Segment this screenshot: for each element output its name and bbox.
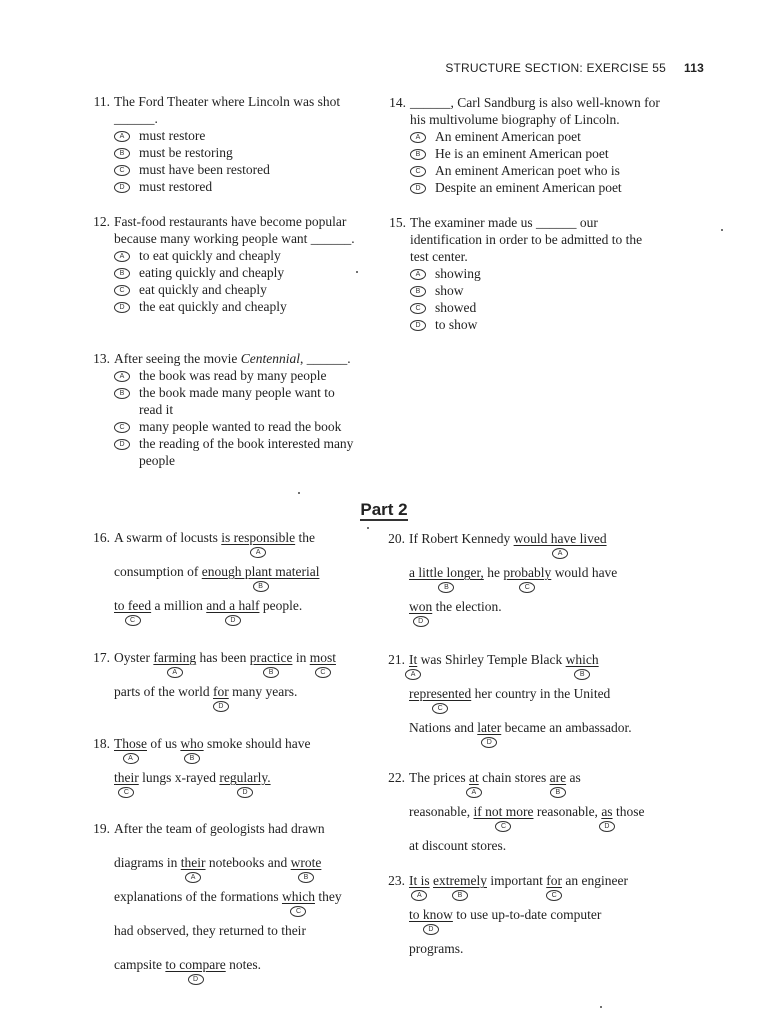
question-21: 21. It A was Shirley Temple Black which B represented C her country in the United Nations and later D became an ambassador. [381, 651, 681, 753]
question-13: 13. After seeing the movie Centennial, ______. A the book was read by many people B the book made many people want to read it C many people wanted to read the book D the reading of the book interested many people [86, 350, 361, 469]
answer-bubble-b[interactable]: B [263, 667, 279, 678]
answer-bubble-c[interactable]: C [114, 165, 130, 176]
answer-bubble-b[interactable]: B [550, 787, 566, 798]
underlined-segment-b: practice B [249, 650, 293, 676]
answer-bubble-a[interactable]: A [114, 251, 130, 262]
option-b[interactable]: B must be restoring [114, 144, 376, 161]
option-a[interactable]: A showing [410, 265, 662, 282]
scan-speck [367, 527, 369, 529]
answer-bubble-a[interactable]: A [411, 890, 427, 901]
question-stem: Fast-food restaurants have become popular because many working people want ______. [114, 214, 355, 246]
underlined-segment-b: who B [180, 736, 204, 762]
answer-bubble-c[interactable]: C [410, 166, 426, 177]
scan-speck [356, 271, 358, 273]
answer-bubble-a[interactable]: A [250, 547, 266, 558]
option-d[interactable]: D Despite an eminent American poet [410, 179, 662, 196]
option-a[interactable]: A An eminent American poet [410, 128, 662, 145]
underlined-segment-c: which C [281, 889, 315, 915]
underlined-segment-b: a little longer, B [409, 565, 484, 591]
answer-bubble-c[interactable]: C [410, 303, 426, 314]
answer-bubble-d[interactable]: D [423, 924, 439, 935]
question-12: 12. Fast-food restaurants have become popular because many working people want ______. A to eat quickly and cheaply B eating quickly and cheaply C eat quickly and cheaply D the eat quickly and cheaply [93, 214, 355, 314]
option-d[interactable]: D the reading of the book interested many people [114, 435, 361, 469]
question-18: 18. Those A of us who B smoke should have their C lungs x-rayed regularly. D [86, 735, 386, 803]
page-number: 113 [684, 61, 704, 75]
answer-bubble-c[interactable]: C [125, 615, 141, 626]
answer-bubble-b[interactable]: B [114, 148, 130, 159]
question-stem: ______, Carl Sandburg is also well-known for his multivolume biography of Lincoln. [410, 95, 660, 127]
answer-bubble-a[interactable]: A [114, 131, 130, 142]
answer-bubble-c[interactable]: C [495, 821, 511, 832]
option-c[interactable]: C eat quickly and cheaply [114, 281, 356, 298]
option-c[interactable]: C showed [410, 299, 662, 316]
answer-bubble-a[interactable]: A [185, 872, 201, 883]
underlined-segment-b: enough plant material B [201, 564, 320, 590]
underlined-segment-c: represented C [409, 686, 472, 712]
question-17: 17. Oyster farming A has been practice B in most C parts of the world for D many years. [86, 649, 386, 717]
answer-bubble-c[interactable]: C [519, 582, 535, 593]
answer-bubble-c[interactable]: C [114, 422, 130, 433]
scan-speck [298, 492, 300, 494]
answer-bubble-c[interactable]: C [546, 890, 562, 901]
underlined-segment-c: for C [546, 873, 562, 899]
question-14: 14. ______, Carl Sandburg is also well-known for his multivolume biography of Lincoln. A An eminent American poet B He is an eminent American poet C An eminent American poet who is D Despite an eminent American poet [382, 94, 662, 196]
question-11: 11. The Ford Theater where Lincoln was shot ______. A must restore B must be restoring C must have been restored D must restored [86, 93, 376, 195]
answer-bubble-a[interactable]: A [123, 753, 139, 764]
question-22: 22. The prices at A chain stores are B as reasonable, if not more C reasonable, as D those at discount stores. [388, 770, 645, 853]
answer-bubble-a[interactable]: A [410, 269, 426, 280]
underlined-segment-d: for D [212, 684, 229, 710]
answer-bubble-d[interactable]: D [188, 974, 204, 985]
part-heading: Part 2 [360, 500, 408, 519]
answer-bubble-a[interactable]: A [552, 548, 568, 559]
underlined-segment-b: are B [549, 770, 567, 796]
scan-speck [600, 1006, 602, 1008]
answer-bubble-d[interactable]: D [237, 787, 253, 798]
underlined-segment-c: probably C [503, 565, 552, 591]
answer-bubble-a[interactable]: A [410, 132, 426, 143]
answer-bubble-b[interactable]: B [438, 582, 454, 593]
page-header [445, 61, 704, 75]
underlined-segment-a: their A [180, 855, 206, 881]
option-c[interactable]: C must have been restored [114, 161, 376, 178]
answer-bubble-b[interactable]: B [452, 890, 468, 901]
answer-bubble-b[interactable]: B [184, 753, 200, 764]
question-23: 23. It is A extremely B important for C an engineer to know D to use up-to-date computer programs. [388, 873, 628, 956]
section-title: STRUCTURE SECTION: EXERCISE 55 [445, 61, 667, 75]
question-stem: The examiner made us ______ our identification in order to be admitted to the test center. [410, 215, 643, 264]
underlined-segment-c: most C [309, 650, 336, 676]
underlined-segment-c: their C [114, 770, 139, 796]
answer-bubble-d[interactable]: D [114, 302, 130, 313]
underlined-segment-b: wrote B [290, 855, 322, 881]
answer-bubble-a[interactable]: A [167, 667, 183, 678]
question-stem: The Ford Theater where Lincoln was shot ______. [114, 94, 341, 126]
answer-bubble-d[interactable]: D [213, 701, 229, 712]
question-16: 16. A swarm of locusts is responsible A the consumption of enough plant material B to feed C a million and a half D people. [86, 529, 386, 631]
answer-bubble-d[interactable]: D [225, 615, 241, 626]
scan-speck [721, 229, 723, 231]
option-d[interactable]: D to show [410, 316, 662, 333]
option-d[interactable]: D must restored [114, 178, 376, 195]
answer-bubble-b[interactable]: B [410, 286, 426, 297]
question-19: 19. After the team of geologists had drawn diagrams in their A notebooks and wrote B explanations of the formations which C they had observed, they returned to their campsite to compare D notes. [86, 820, 386, 990]
answer-bubble-b[interactable]: B [114, 388, 130, 399]
underlined-segment-d: won D [409, 599, 433, 625]
underlined-segment-d: regularly. D [219, 770, 271, 796]
answer-bubble-b[interactable]: B [574, 669, 590, 680]
option-a[interactable]: A must restore [114, 127, 376, 144]
underlined-segment-d: to know D [409, 907, 453, 933]
answer-bubble-d[interactable]: D [599, 821, 615, 832]
question-stem: After seeing the movie Centennial, ______. [114, 351, 351, 366]
underlined-segment-a: would have lived A [513, 531, 607, 557]
answer-bubble-b[interactable]: B [410, 149, 426, 160]
option-d[interactable]: D the eat quickly and cheaply [114, 298, 356, 315]
answer-bubble-b[interactable]: B [253, 581, 269, 592]
option-a[interactable]: A to eat quickly and cheaply [114, 247, 356, 264]
underlined-segment-a: is responsible A [221, 530, 296, 556]
underlined-segment-a: It is A [409, 873, 430, 899]
option-b[interactable]: B show [410, 282, 662, 299]
answer-bubble-b[interactable]: B [298, 872, 314, 883]
answer-bubble-c[interactable]: C [432, 703, 448, 714]
underlined-segment-a: farming A [153, 650, 197, 676]
underlined-segment-b: extremely B [433, 873, 487, 899]
answer-bubble-d[interactable]: D [413, 616, 429, 627]
option-a[interactable]: A the book was read by many people [114, 367, 361, 384]
underlined-segment-d: later D [477, 720, 502, 746]
option-b[interactable]: B He is an eminent American poet [410, 145, 662, 162]
answer-bubble-c[interactable]: C [114, 285, 130, 296]
answer-bubble-d[interactable]: D [410, 320, 426, 331]
question-20: 20. If Robert Kennedy would have lived A a little longer, B he probably C would have won D the election. [381, 530, 681, 632]
underlined-segment-b: which B [565, 652, 599, 678]
answer-bubble-d[interactable]: D [481, 737, 497, 748]
underlined-segment-a: Those A [114, 736, 147, 762]
answer-bubble-a[interactable]: A [405, 669, 421, 680]
answer-bubble-a[interactable]: A [466, 787, 482, 798]
underlined-segment-c: if not more C [473, 804, 534, 830]
answer-bubble-b[interactable]: B [114, 268, 130, 279]
underlined-segment-c: to feed C [114, 598, 152, 624]
option-b[interactable]: B eating quickly and cheaply [114, 264, 356, 281]
answer-bubble-c[interactable]: C [315, 667, 331, 678]
option-b[interactable]: B the book made many people want to read it [114, 384, 361, 418]
question-15: 15. The examiner made us ______ our identification in order to be admitted to the test center. A showing B show C showed D to show [382, 214, 662, 333]
answer-bubble-c[interactable]: C [118, 787, 134, 798]
underlined-segment-d: as D [601, 803, 612, 837]
answer-bubble-d[interactable]: D [114, 439, 130, 450]
underlined-segment-d: and a half D [206, 598, 260, 624]
answer-bubble-d[interactable]: D [114, 182, 130, 193]
underlined-segment-a: at A [469, 769, 479, 803]
option-c[interactable]: C many people wanted to read the book [114, 418, 361, 435]
option-c[interactable]: C An eminent American poet who is [410, 162, 662, 179]
underlined-segment-d: to compare D [165, 957, 226, 983]
answer-bubble-a[interactable]: A [114, 371, 130, 382]
underlined-segment-a: It A [409, 651, 417, 685]
answer-bubble-d[interactable]: D [410, 183, 426, 194]
answer-bubble-c[interactable]: C [290, 906, 306, 917]
